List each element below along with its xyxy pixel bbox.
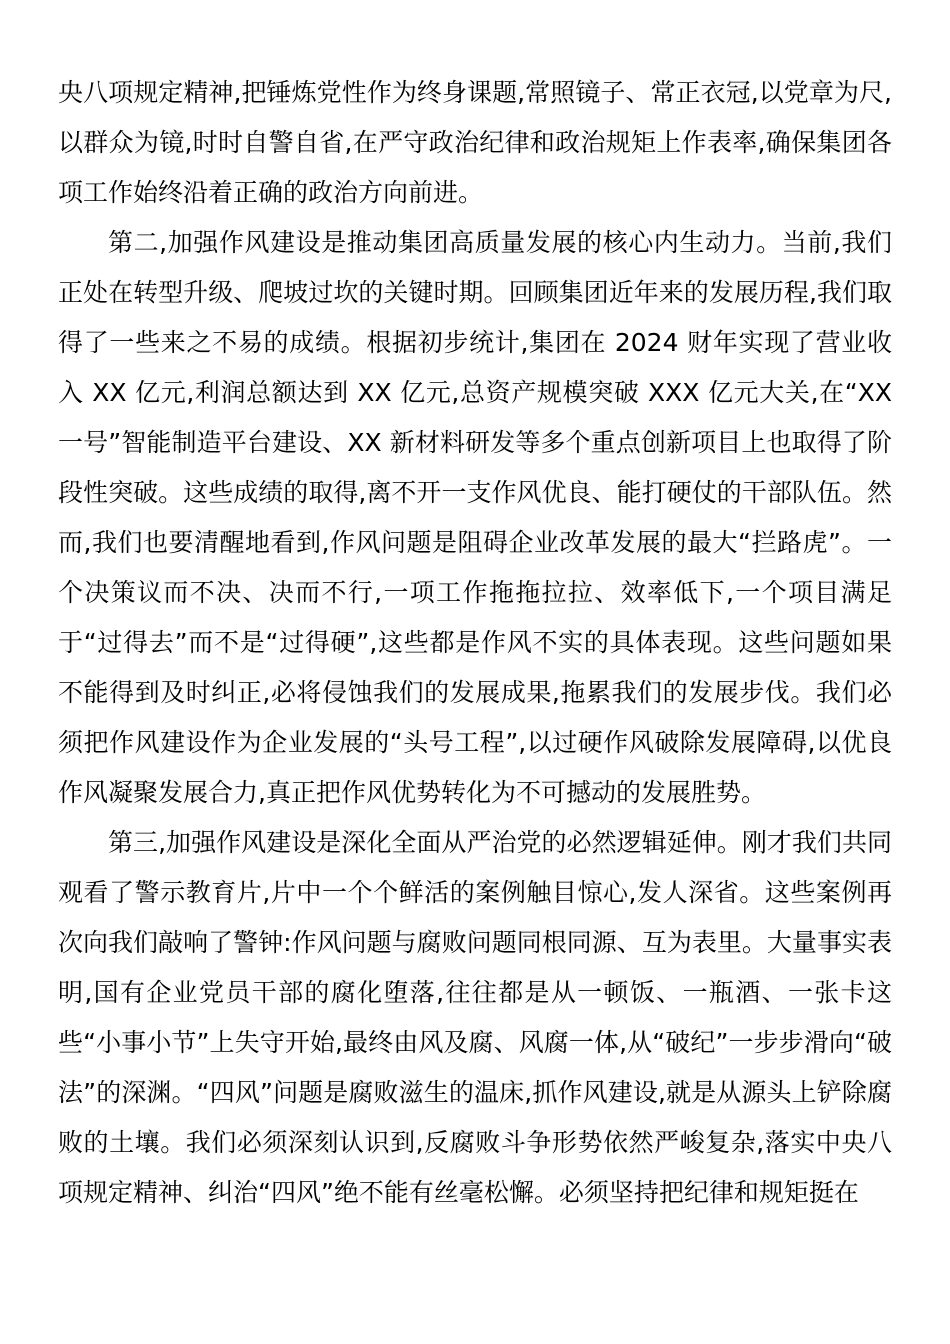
paragraph-third-point: 第三,加强作风建设是深化全面从严治党的必然逻辑延伸。刚才我们共同观看了警示教育片,片中一个个鲜活的案例触目惊心,发人深省。这些案例再次向我们敲响了警钟:作风问题与腐败问题同根同源、互为表里。大量事实表明,国有企业党员干部的腐化堕落,往往都是从一顿饭、一瓶酒、一张卡这些“小事小节”上失守开始,最终由风及腐、风腐一体,从“破纪”一步步滑向“破法”的深渊。“四风”问题是腐败滋生的温床,抓作风建设,就是从源头上铲除腐败的土壤。我们必须深刻认识到,反腐败斗争形势依然严峻复杂,落实中央八项规定精神、纠治“四风”绝不能有丝毫松懈。必须坚持把纪律和规矩挺在 xyxy=(58,828,892,1207)
paragraph-continued: 央八项规定精神,把锤炼党性作为终身课题,常照镜子、常正衣冠,以党章为尺,以群众为镜,时时自警自省,在严守政治纪律和政治规矩上作表率,确保集团各项工作始终沿着正确的政治方向前进。 xyxy=(58,78,892,207)
body-text xyxy=(58,68,892,1218)
paragraph-second-point: 第二,加强作风建设是推动集团高质量发展的核心内生动力。当前,我们正处在转型升级、爬坡过坎的关键时期。回顾集团近年来的发展历程,我们取得了一些来之不易的成绩。根据初步统计,集团在 2024 财年实现了营业收入 XX 亿元,利润总额达到 XX 亿元,总资产规模突破 XXX 亿元大关,在“XX 一号”智能制造平台建设、XX 新材料研发等多个重点创新项目上也取得了阶段性突破。这些成绩的取得,离不开一支作风优良、能打硬仗的干部队伍。然而,我们也要清醒地看到,作风问题是阻碍企业改革发展的最大“拦路虎”。一个决策议而不决、决而不行,一项工作拖拖拉拉、效率低下,一个项目满足于“过得去”而不是“过得硬”,这些都是作风不实的具体表现。这些问题如果不能得到及时纠正,必将侵蚀我们的发展成果,拖累我们的发展步伐。我们必须把作风建设作为企业发展的“头号工程”,以过硬作风破除发展障碍,以优良作风凝聚发展合力,真正把作风优势转化为不可撼动的发展胜势。 xyxy=(58,228,892,807)
